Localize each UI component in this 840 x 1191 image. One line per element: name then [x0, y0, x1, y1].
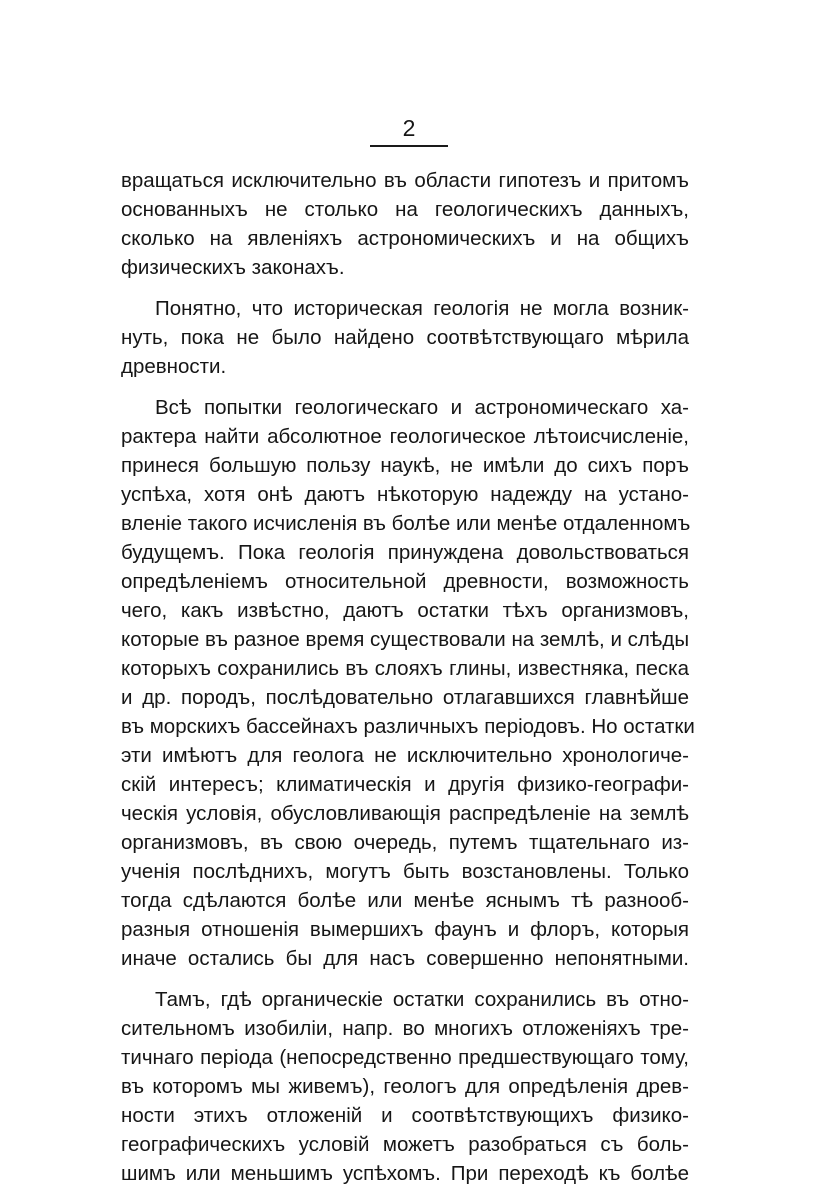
text-line: древности. — [121, 355, 227, 378]
text-line: тогда сдѣлаются болѣе или менѣе яснымъ тѣ разнооб- — [121, 889, 689, 912]
text-line: сительномъ изобиліи, напр. во многихъ отложеніяхъ тре- — [121, 1017, 689, 1040]
text-line: которые въ разное время существовали на землѣ, и слѣды — [121, 628, 690, 651]
text-line: ученія послѣднихъ, могутъ быть возстановлены. Только — [121, 860, 689, 883]
text-line: основанныхъ не столько на геологическихъ данныхъ, — [121, 198, 689, 221]
text-line: чего, какъ извѣстно, даютъ остатки тѣхъ организмовъ, — [121, 599, 689, 622]
text-line: тичнаго періода (непосредственно предшествующаго тому, — [121, 1046, 689, 1069]
text-line: принеся большую пользу наукѣ, не имѣли до сихъ поръ — [121, 454, 689, 477]
body-text — [121, 166, 695, 1188]
text-line: въ которомъ мы живемъ), геологъ для опредѣленія древ- — [121, 1075, 689, 1098]
text-line: эти имѣютъ для геолога не исключительно хронологиче- — [121, 744, 689, 767]
text-line: успѣха, хотя онѣ даютъ нѣкоторую надежду на устано- — [121, 483, 689, 506]
text-line: сколько на явленіяхъ астрономическихъ и на общихъ — [121, 227, 689, 250]
page-number: 2 — [370, 114, 448, 142]
text-line: въ морскихъ бассейнахъ различныхъ періодовъ. Но остатки — [121, 715, 695, 738]
text-line: будущемъ. Пока геологія принуждена довольствоваться — [121, 541, 689, 564]
text-line: физическихъ законахъ. — [121, 256, 345, 279]
paragraph-4 — [121, 985, 689, 1188]
paragraph-1 — [121, 166, 689, 282]
text-line: опредѣленіемъ относительной древности, возможность — [121, 570, 689, 593]
text-line: Всѣ попытки геологическаго и астрономическаго ха- — [155, 396, 689, 419]
text-line: вращаться исключительно въ области гипотезъ и притомъ — [121, 169, 689, 192]
text-line: и др. породъ, послѣдовательно отлагавшихся главнѣйше — [121, 686, 689, 709]
text-line: ческія условія, обусловливающія распредѣленіе на землѣ — [121, 802, 689, 825]
text-line: ности этихъ отложеній и соотвѣтствующихъ физико- — [121, 1104, 689, 1127]
text-line: географическихъ условій можетъ разобраться съ боль- — [121, 1133, 689, 1156]
text-line: Тамъ, гдѣ органическіе остатки сохранились въ отно- — [155, 988, 689, 1011]
text-line: шимъ или меньшимъ успѣхомъ. При переходѣ къ болѣе — [121, 1162, 689, 1185]
text-line: которыхъ сохранились въ слояхъ глины, известняка, песка — [121, 657, 689, 680]
text-line: иначе остались бы для насъ совершенно непонятными. — [121, 947, 689, 970]
text-line: вленіе такого исчисленія въ болѣе или менѣе отдаленномъ — [121, 512, 691, 535]
text-line: разныя отношенія вымершихъ фаунъ и флоръ, которыя — [121, 918, 689, 941]
paragraph-3 — [121, 393, 695, 973]
text-line: организмовъ, въ свою очередь, путемъ тщательнаго из- — [121, 831, 689, 854]
paragraph-2 — [121, 294, 689, 381]
text-line: скій интересъ; климатическія и другія физико-географи- — [121, 773, 689, 796]
text-line: Понятно, что историческая геологія не могла возник- — [155, 297, 689, 320]
text-line: нуть, пока не было найдено соотвѣтствующаго мѣрила — [121, 326, 689, 349]
text-line: рактера найти абсолютное геологическое лѣтоисчисленіе, — [121, 425, 689, 448]
